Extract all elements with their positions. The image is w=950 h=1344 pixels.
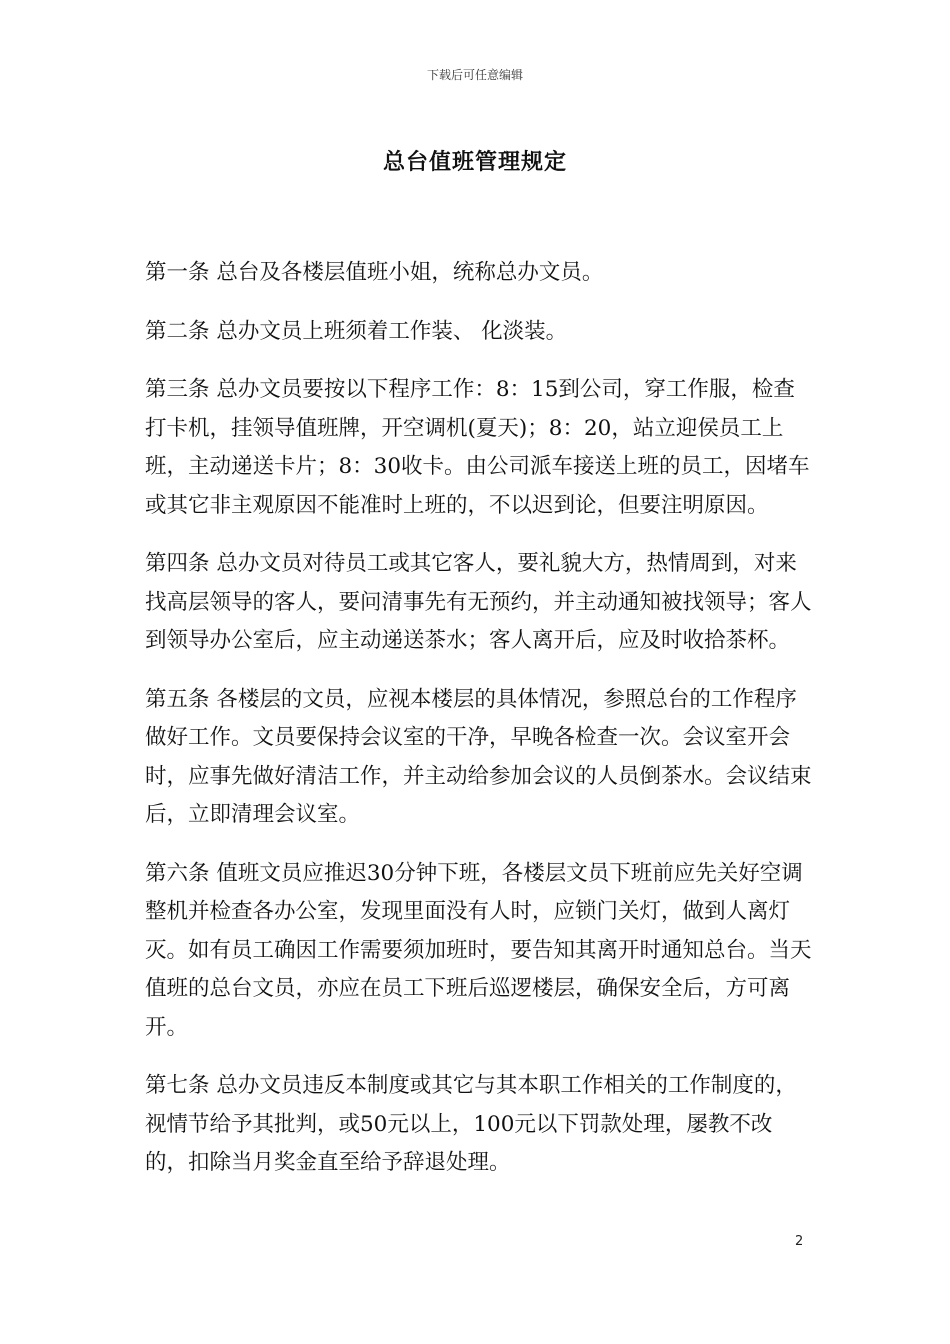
article-1: 第一条 总台及各楼层值班小姐，统称总办文员。 <box>145 260 604 285</box>
page-title: 总台值班管理规定 <box>382 150 567 175</box>
article-4: 第四条 总办文员对待员工或其它客人，要礼貌大方，热情周到，对来找高层领导的客人，要问清事先有无预约，并主动通知被找领导；客人到领导办公室后，应主动递送茶水；客人离开后，应及时收拾茶杯。 <box>145 551 812 653</box>
article-list <box>145 254 813 1203</box>
article-7: 第七条 总办文员违反本制度或其它与其本职工作相关的工作制度的，视情节给予其批判，或50元以上，100元以下罚款处理，屡教不改的，扣除当月奖金直至给予辞退处理。 <box>145 1073 797 1175</box>
header-note: 下载后可任意编辑 <box>426 68 523 82</box>
article-3: 第三条 总办文员要按以下程序工作：8：15到公司，穿工作服，检查打卡机，挂领导值班牌，开空调机(夏天)；8：20，站立迎侯员工上班，主动递送卡片；8：30收卡。由公司派车接送上班的员工，因堵车或其它非主观原因不能准时上班的，不以迟到论，但要注明原因。 <box>145 377 810 518</box>
article-6: 第六条 值班文员应推迟30分钟下班，各楼层文员下班前应先关好空调整机并检查各办公室，发现里面没有人时，应锁门关灯，做到人离灯灭。如有员工确因工作需要须加班时，要告知其离开时通知总台。当天值班的总台文员，亦应在员工下班后巡逻楼层，确保安全后，方可离开。 <box>145 860 812 1040</box>
article-2: 第二条 总办文员上班须着工作装、 化淡装。 <box>145 318 568 344</box>
article-5: 第五条 各楼层的文员，应视本楼层的具体情况，参照总台的工作程序做好工作。文员要保持会议室的干净，早晚各检查一次。会议室开会时，应事先做好清洁工作，并主动给参加会议的人员倒茶水。会议结束后，立即清理会议室。 <box>145 686 812 827</box>
page-number: 2 <box>795 1234 804 1249</box>
